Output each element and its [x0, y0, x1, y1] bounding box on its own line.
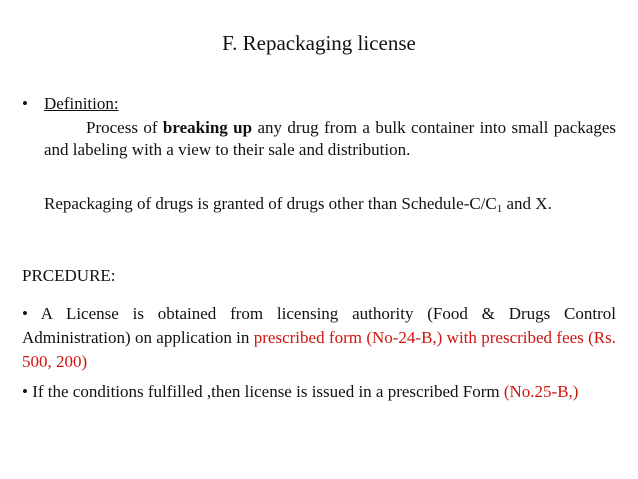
definition-text-before: Process of	[86, 118, 163, 137]
repackaging-text-before: Repackaging of drugs is granted of drugs other than Schedule-C/C	[44, 194, 497, 213]
slide-title: F. Repackaging license	[222, 31, 416, 55]
procedure-item-2-text: If the conditions fulfilled ,then license is issued in a prescribed Form	[27, 382, 504, 401]
definition-heading	[22, 93, 119, 115]
bullet-icon: •	[22, 94, 28, 113]
procedure-item-2-red-text: (No.25-B,)	[503, 382, 579, 401]
bullet-icon: •	[22, 304, 28, 323]
repackaging-text-after: and X.	[502, 194, 552, 213]
procedure-item-2	[22, 380, 616, 404]
procedure-item-1-text: A License is obtained from licensing authority (Food & Drugs Control Administration) on application in	[22, 304, 616, 347]
definition-text	[44, 117, 616, 161]
definition-emphasis: breaking up	[162, 118, 253, 137]
bullet-icon: •	[22, 382, 28, 401]
repackaging-subscript: 1	[496, 203, 503, 215]
procedure-item-1	[22, 302, 616, 374]
procedure-item-1-red-text: prescribed form (No-24-B,) with prescribed fees (Rs. 500, 200)	[22, 328, 616, 371]
definition-label: Definition:	[44, 94, 119, 113]
repackaging-text	[44, 193, 616, 215]
procedure-heading: PRCEDURE:	[22, 266, 116, 285]
definition-text-after: any drug from a bulk container into small packages and labeling with a view to their sale and distribution.	[44, 118, 617, 159]
